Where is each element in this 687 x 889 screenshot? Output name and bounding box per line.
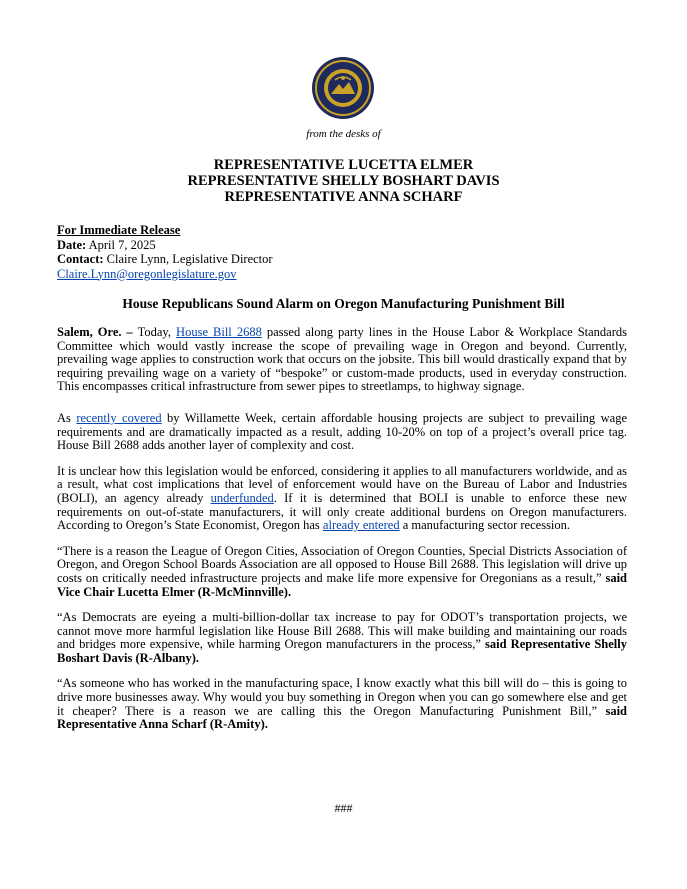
oregon-state-seal xyxy=(311,56,375,120)
release-info xyxy=(57,223,273,281)
date-label: Date: xyxy=(57,237,87,252)
representative-name: REPRESENTATIVE LUCETTA ELMER xyxy=(213,157,474,173)
house-bill-link[interactable]: House Bill 2688 xyxy=(176,325,262,339)
quote-paragraph: “There is a reason the League of Oregon Cities, Association of Oregon Counties, Special Districts Association of Oregon, and Oregon School Boards Association are all opposed to House Bill 2688. This legislation will drive up costs on critically needed infrastructure projects and make life more expensive for Oregonians as a result,” said Vice Chair Lucetta Elmer (R-McMinnville). xyxy=(57,543,627,599)
paragraph: Salem, Ore. – Today, House Bill 2688 passed along party lines in the House Labor & Workplace Standards Committee which would vastly increase the scope of prevailing wage in Oregon and beyond. Currently, prevailing wage applies to construction work that occurs on the jobsite. This bill would drastically expand that by requiring prevailing wage on a variety of “bespoke” or custom-made products, used in everyday construction. This encompasses critical infrastructure from sewer pipes to streetlamps, to highway signage. xyxy=(57,325,628,394)
already-entered-link[interactable]: already entered xyxy=(322,518,400,533)
end-mark: ### xyxy=(334,801,353,815)
from-line: from the desks of xyxy=(306,128,381,140)
contact-label: Contact: xyxy=(57,252,104,266)
contact-email-link[interactable]: Claire.Lynn@oregonlegislature.gov xyxy=(57,266,237,281)
article-body xyxy=(57,326,627,744)
attribution: said Vice Chair Lucetta Elmer (R-McMinnville). xyxy=(57,570,627,599)
dateline: Salem, Ore. – xyxy=(57,325,133,339)
release-title: For Immediate Release xyxy=(57,223,181,237)
attribution: said Representative Anna Scharf (R-Amity). xyxy=(57,703,628,732)
quote-paragraph: “As Democrats are eyeing a multi-billion-dollar tax increase to pay for ODOT’s transportation projects, we cannot move more harmful legislation like House Bill 2688. This will make building and maintaining our roads and bridges more expensive, while harming Oregon manufacturers in the process,” said Representative Shelly Boshart Davis (R-Albany). xyxy=(57,610,627,665)
representative-name: REPRESENTATIVE SHELLY BOSHART DAVIS xyxy=(187,173,500,189)
contact-name: Claire Lynn, Legislative Director xyxy=(106,252,273,266)
recently-covered-link[interactable]: recently covered xyxy=(76,410,162,425)
paragraph: It is unclear how this legislation would be enforced, considering it applies to all manufacturers worldwide, and as a result, what cost implications that level of enforcement would have on the Bureau of Labor and Industries (BOLI), an agency already underfunded. If it is determined that BOLI is unable to enforce these new requirements on out-of-state manufacturers, it will only create additional burdens on Oregon manufacturers. According to Oregon’s State Economist, Oregon has already entered a manufacturing sector recession. xyxy=(57,463,627,533)
paragraph: As recently covered by Willamette Week, certain affordable housing projects are subject to prevailing wage requirements and are dramatically impacted as a result, adding 10-20% on top of a project’s overall price tag. House Bill 2688 adds another layer of complexity and cost. xyxy=(57,410,627,453)
release-date: April 7, 2025 xyxy=(88,237,156,252)
representative-name: REPRESENTATIVE ANNA SCHARF xyxy=(224,189,463,205)
underfunded-link[interactable]: underfunded xyxy=(210,490,274,505)
representatives-block xyxy=(0,157,687,205)
quote-paragraph: “As someone who has worked in the manufacturing space, I know exactly what this bill will do – this is going to drive more businesses away. Why would you buy something in Oregon when you can go somewhere else and get it cheaper? There is a reason we are calling this the Oregon Manufacturing Punishment Bill,” said Representative Anna Scharf (R-Amity). xyxy=(57,676,628,732)
headline: House Republicans Sound Alarm on Oregon Manufacturing Punishment Bill xyxy=(122,296,565,311)
attribution: said Representative Shelly Boshart Davis (R-Albany). xyxy=(57,637,627,665)
